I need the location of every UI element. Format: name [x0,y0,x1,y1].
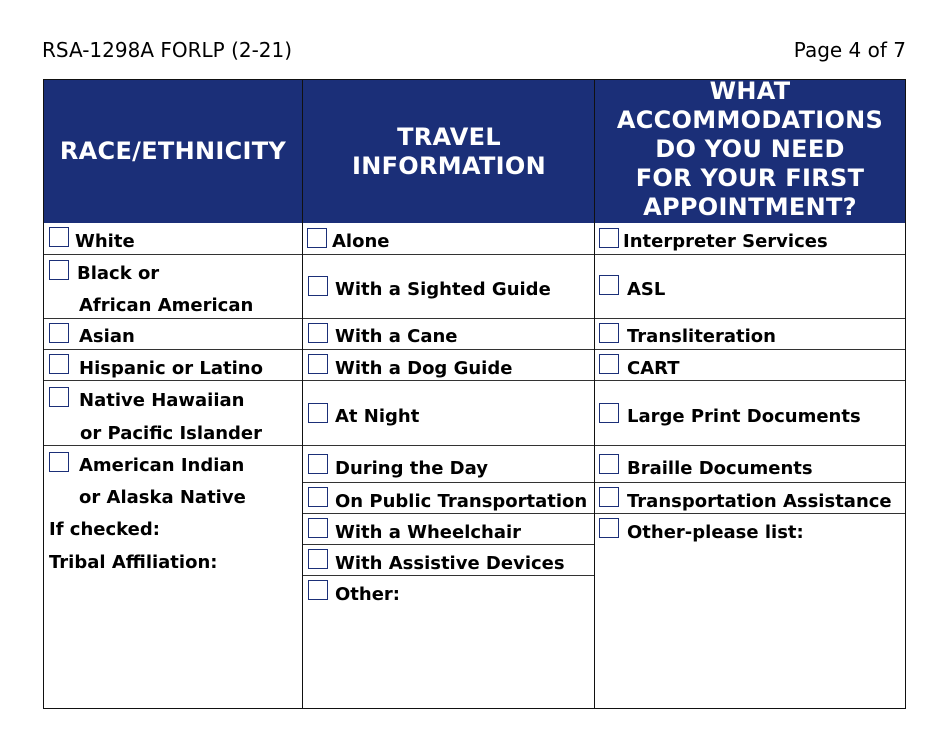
cart-label: CART [627,358,680,379]
large-print-label: Large Print Documents [627,406,861,427]
accom-transport-assist-row [595,483,905,514]
transport-assist-label: Transportation Assistance [627,491,892,512]
travel-night-row [303,381,595,446]
black-label-line1: Black or [77,263,160,284]
white-label: White [75,231,135,252]
travel-public-transport-row [303,483,595,514]
assistive-label: With Assistive Devices [335,553,565,574]
accom-large-print-row [595,381,905,446]
assistive-checkbox[interactable] [308,549,328,569]
race-hispanic-row [44,350,302,381]
accom-braille-row [595,446,905,483]
hawaiian-label-line2: or Pacific Islander [80,423,262,444]
accom-cart-row [595,350,905,381]
transliteration-label: Transliteration [627,326,776,347]
travel-other-label: Other: [335,584,401,605]
night-label: At Night [335,406,420,427]
large-print-checkbox[interactable] [599,403,619,423]
accommodations-heading: WHAT ACCOMMODATIONS DO YOU NEED FOR YOUR FIRST APPOINTMENT? [595,80,905,223]
transliteration-checkbox[interactable] [599,323,619,343]
race-hawaiian-row [44,381,302,446]
braille-checkbox[interactable] [599,454,619,474]
black-label-line2: African American [79,295,254,316]
white-checkbox[interactable] [49,227,69,247]
travel-day-row [303,446,595,483]
cane-checkbox[interactable] [308,323,328,343]
public-transport-checkbox[interactable] [308,487,328,507]
day-label: During the Day [335,458,488,479]
asl-checkbox[interactable] [599,275,619,295]
if-checked-label: If checked: [49,519,160,540]
braille-label: Braille Documents [627,458,813,479]
race-indian-row [44,446,302,708]
indian-label-line1: American Indian [79,455,245,476]
tribal-affiliation-label: Tribal Affiliation: [49,552,218,573]
night-checkbox[interactable] [308,403,328,423]
travel-other-checkbox[interactable] [308,580,328,600]
asl-label: ASL [627,279,666,300]
intake-form-table [43,79,906,709]
race-asian-row [44,319,302,350]
race-heading: RACE/ETHNICITY [44,80,302,223]
wheelchair-checkbox[interactable] [308,518,328,538]
dog-guide-checkbox[interactable] [308,354,328,374]
interpreter-label: Interpreter Services [623,231,828,252]
alone-checkbox[interactable] [307,228,327,248]
travel-other-row [303,576,595,708]
hispanic-checkbox[interactable] [49,354,69,374]
race-white-row [44,223,302,255]
travel-dog-guide-row [303,350,595,381]
day-checkbox[interactable] [308,454,328,474]
asian-label: Asian [79,326,135,347]
race-column [44,80,302,708]
accom-other-row [595,514,905,708]
hawaiian-checkbox[interactable] [49,387,69,407]
travel-wheelchair-row [303,514,595,545]
race-black-row [44,255,302,319]
page-number: Page 4 of 7 [793,38,906,62]
travel-column [302,80,595,708]
transport-assist-checkbox[interactable] [599,487,619,507]
form-id: RSA-1298A FORLP (2-21) [42,38,293,62]
travel-assistive-row [303,545,595,576]
black-checkbox[interactable] [49,260,69,280]
travel-cane-row [303,319,595,350]
travel-sighted-guide-row [303,255,595,319]
hispanic-label: Hispanic or Latino [79,358,263,379]
travel-heading: TRAVEL INFORMATION [303,80,595,223]
accommodations-column [594,77,905,708]
wheelchair-label: With a Wheelchair [335,522,522,543]
cane-label: With a Cane [335,326,458,347]
interpreter-checkbox[interactable] [599,228,619,248]
public-transport-label: On Public Transportation [335,491,588,512]
accom-transliteration-row [595,319,905,350]
sighted-guide-checkbox[interactable] [308,276,328,296]
hawaiian-label-line1: Native Hawaiian [79,390,245,411]
accom-other-checkbox[interactable] [599,518,619,538]
travel-alone-row [303,223,595,255]
accom-other-label: Other-please list: [627,522,804,543]
accom-interpreter-row [595,223,905,255]
dog-guide-label: With a Dog Guide [335,358,513,379]
american-indian-checkbox[interactable] [49,452,69,472]
asian-checkbox[interactable] [49,323,69,343]
alone-label: Alone [332,231,390,252]
indian-label-line2: or Alaska Native [79,487,246,508]
cart-checkbox[interactable] [599,354,619,374]
accom-asl-row [595,255,905,319]
sighted-guide-label: With a Sighted Guide [335,279,551,300]
